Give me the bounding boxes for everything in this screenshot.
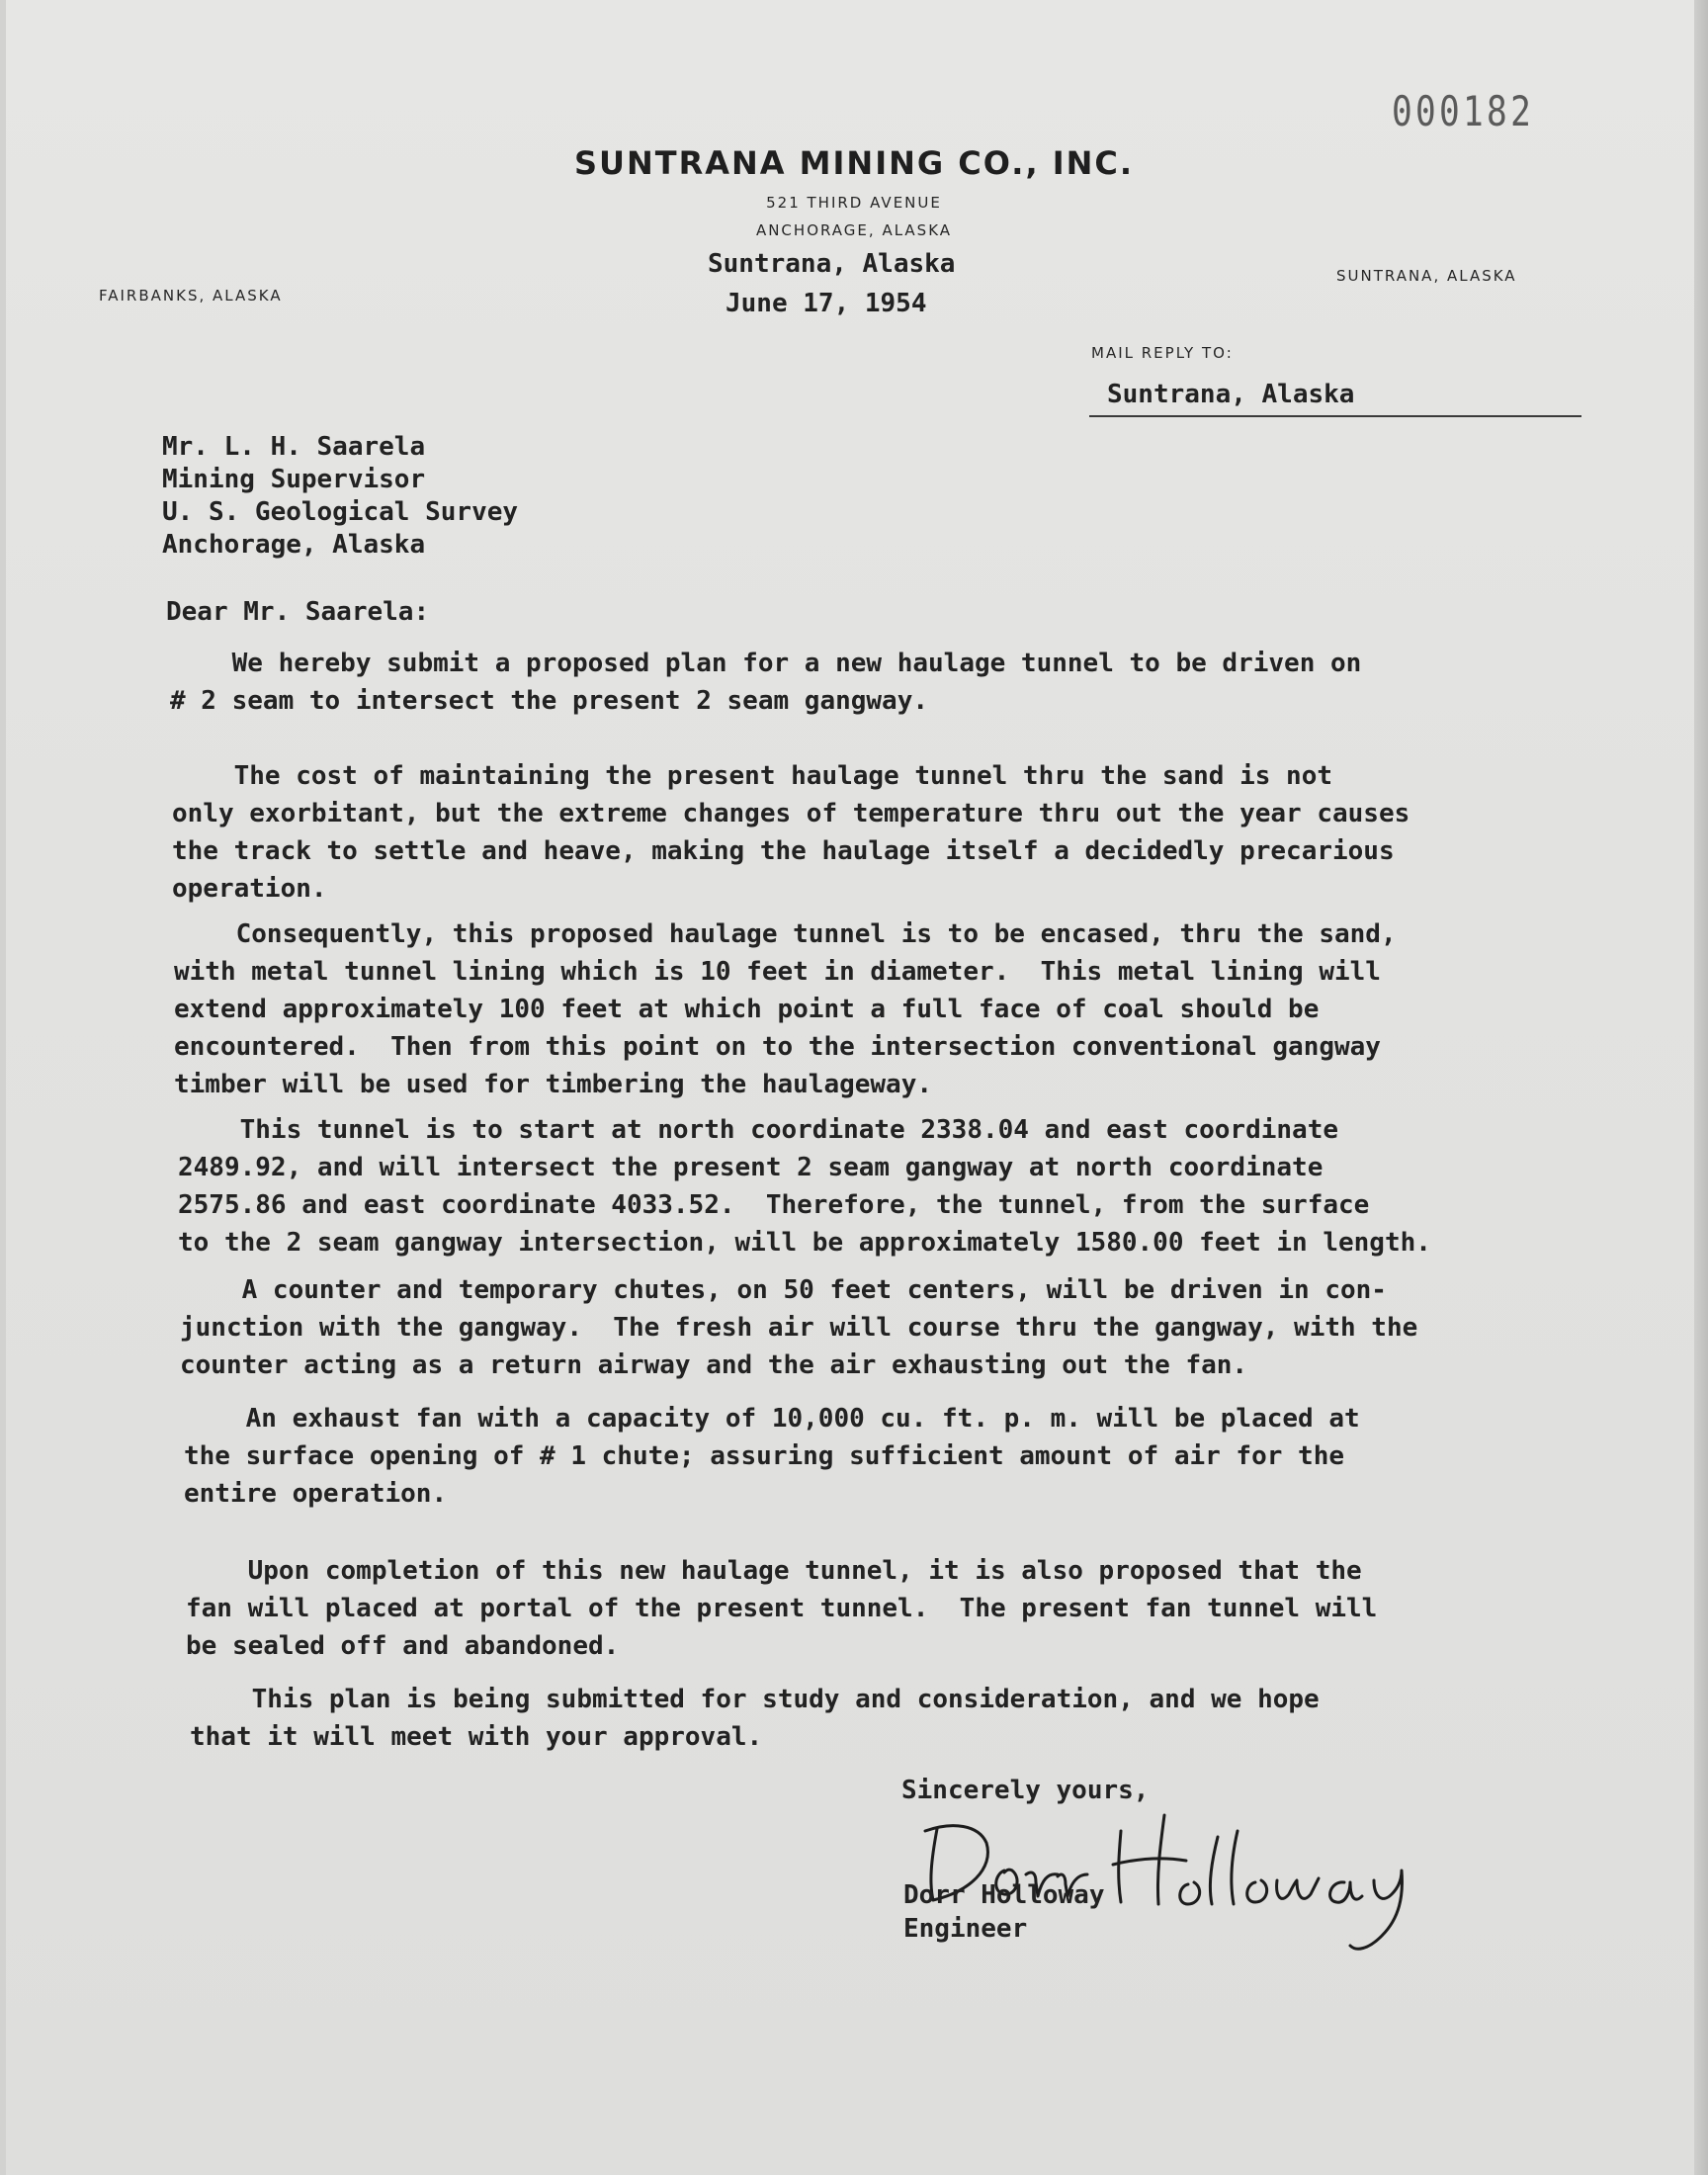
mail-reply-label: MAIL REPLY TO: <box>1091 344 1234 362</box>
body-paragraph-7: Upon completion of this new haulage tunnel, it is also proposed that the fan will placed at portal of the present tunnel. The present fan tunnel will be sealed off and abandoned. <box>186 1556 1378 1661</box>
signer-block: Dorr Holloway Engineer <box>903 1880 1105 1944</box>
body-paragraph-4: This tunnel is to start at north coordinate 2338.04 and east coordinate 2489.92, and will intersect the present 2 seam gangway at north coordinate 2575.86 and east coordinate 4033.52. Therefore, the tunnel, from the surface to the 2 seam gangway intersection, will be approximately 1580.00 feet in length. <box>178 1115 1431 1258</box>
company-address-street: 521 THIRD AVENUE <box>766 194 942 212</box>
body-paragraph-8: This plan is being submitted for study and consideration, and we hope that it will meet with your approval. <box>190 1685 1320 1752</box>
salutation: Dear Mr. Saarela: <box>166 597 430 627</box>
company-address-city: ANCHORAGE, ALASKA <box>755 221 953 239</box>
body-paragraph-6: An exhaust fan with a capacity of 10,000 cu. ft. p. m. will be placed at the surface opening of # 1 chute; assuring sufficient amount of air for the entire operation. <box>184 1404 1360 1509</box>
body-paragraph-2: The cost of maintaining the present haulage tunnel thru the sand is not only exorbitant, but the extreme changes of temperature thru out the year causes the track to settle and heave, making the haulage itself a decidedly precarious operation. <box>172 761 1410 904</box>
letterhead-city-left: FAIRBANKS, ALASKA <box>99 287 283 304</box>
mail-reply-underline <box>1089 415 1581 417</box>
body-paragraph-5: A counter and temporary chutes, on 50 feet centers, will be driven in con- junction with the gangway. The fresh air will course thru the gangway, with the counter acting as a return airway and the air exhausting out the fan. <box>180 1275 1418 1380</box>
page-edge-right <box>1694 0 1708 2175</box>
body-paragraph-1: We hereby submit a proposed plan for a new haulage tunnel to be driven on # 2 seam to intersect the present 2 seam gangway. <box>170 649 1362 716</box>
mail-reply-address: Suntrana, Alaska <box>1107 380 1355 409</box>
closing: Sincerely yours, <box>901 1776 1150 1805</box>
document-stamp-number: 000182 <box>1392 87 1535 135</box>
body-paragraph-3: Consequently, this proposed haulage tunnel is to be encased, thru the sand, with metal tunnel lining which is 10 feet in diameter. This metal lining will extend approximately 100 feet at which point a full face of coal should be encountered. Then from this point on to the intersection conventional gangway timber will be used for timbering the haulageway. <box>174 919 1397 1099</box>
letterhead-city-right: SUNTRANA, ALASKA <box>1336 267 1517 285</box>
letter-place: Suntrana, Alaska <box>708 249 956 279</box>
letter-date: June 17, 1954 <box>726 289 927 318</box>
addressee-block: Mr. L. H. Saarela Mining Supervisor U. S. Geological Survey Anchorage, Alaska <box>162 432 519 560</box>
page-edge-left <box>0 0 6 2175</box>
company-name: SUNTRANA MINING CO., INC. <box>573 144 1135 182</box>
